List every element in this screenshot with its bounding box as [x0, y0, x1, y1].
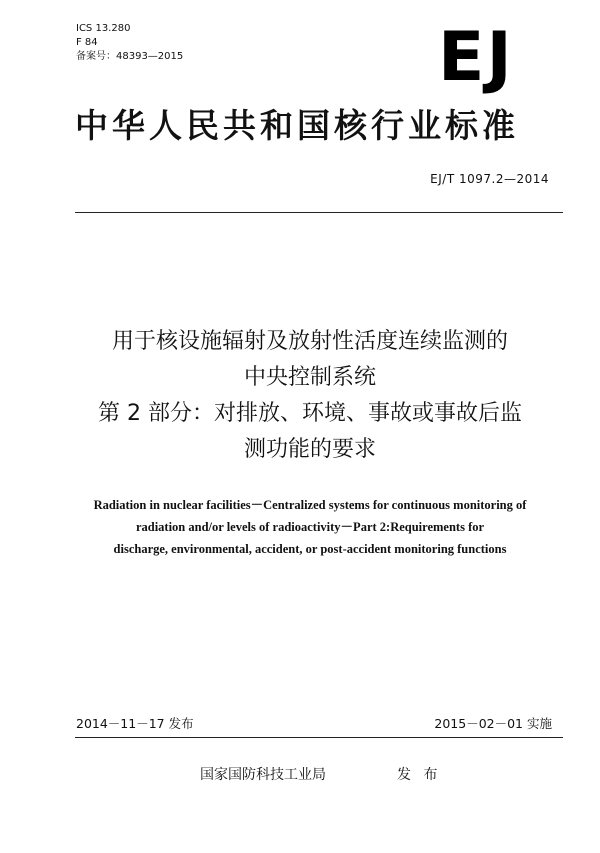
issue-date: 2014－11－17 发布	[76, 716, 194, 731]
english-title	[40, 494, 580, 560]
english-title-line: radiation and/or levels of radioactivity－Part 2:Requirements for	[135, 520, 485, 534]
document-title-line: 用于核设施辐射及放射性活度连续监测的	[111, 329, 508, 354]
document-title	[40, 324, 580, 468]
classification-block	[76, 22, 183, 64]
english-title-line: Radiation in nuclear facilities－Centralized systems for continuous monitoring of	[93, 498, 527, 512]
standard-number: EJ/T 1097.2—2014	[430, 172, 549, 186]
header-divider	[75, 212, 563, 213]
english-title-line: discharge, environmental, accident, or post-accident monitoring functions	[113, 542, 507, 556]
document-title-line: 第 2 部分：对排放、环境、事故或事故后监	[98, 401, 522, 426]
publisher: 国家国防科技工业局	[200, 767, 326, 783]
industry-standard-title: 中华人民共和国核行业标准	[75, 106, 519, 145]
document-title-line: 中央控制系统	[243, 365, 376, 390]
record-number: 备案号：48393—2015	[76, 51, 184, 62]
ics-code: ICS 13.280	[76, 23, 131, 34]
ccs-code: F 84	[76, 37, 98, 48]
implementation-date: 2015－02－01 实施	[434, 716, 552, 731]
footer-divider	[75, 737, 563, 738]
document-title-line: 测功能的要求	[243, 437, 376, 462]
ej-logo: EJ	[438, 18, 514, 97]
publish-label: 发 布	[397, 767, 442, 783]
